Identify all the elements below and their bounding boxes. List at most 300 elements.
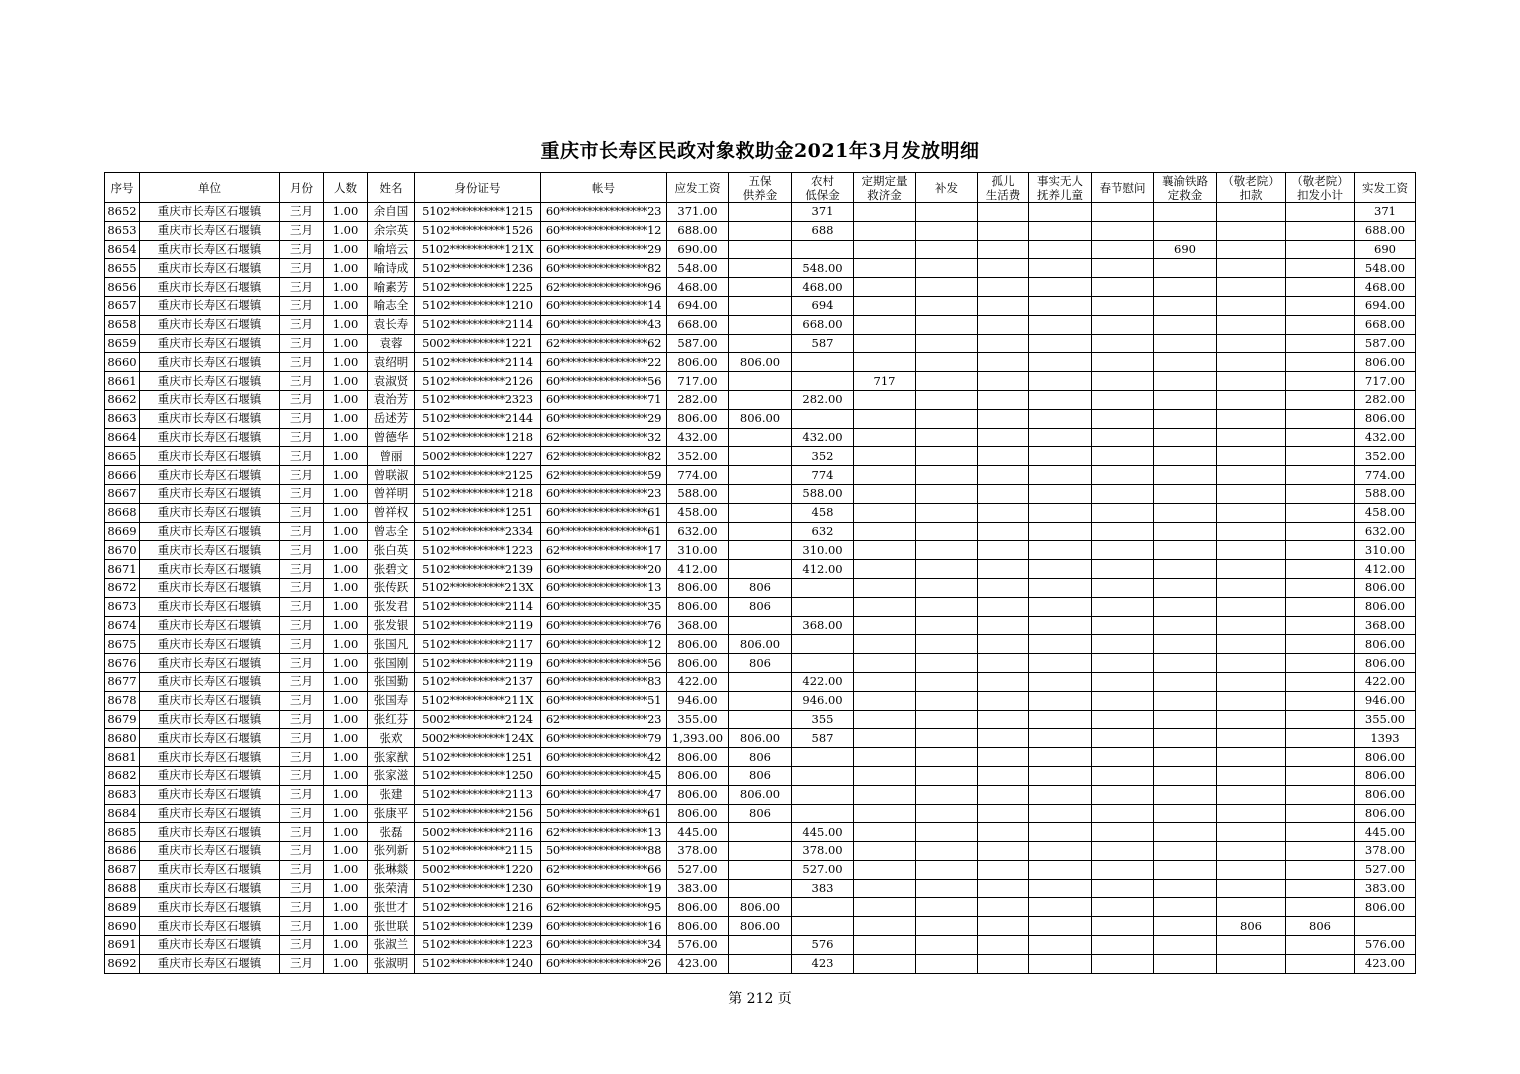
column-header: 序号 xyxy=(105,173,140,203)
table-cell xyxy=(1154,729,1217,748)
table-cell: 806.00 xyxy=(1355,804,1416,823)
table-cell xyxy=(854,390,916,409)
table-cell xyxy=(854,578,916,597)
table-cell xyxy=(978,353,1029,372)
table-cell: 62****************66 xyxy=(541,860,667,879)
table-cell xyxy=(978,898,1029,917)
column-header: 人数 xyxy=(324,173,368,203)
table-cell: 重庆市长寿区石堰镇 xyxy=(140,560,280,579)
column-header: 襄渝铁路 定救金 xyxy=(1154,173,1217,203)
table-row xyxy=(105,560,1416,579)
table-cell xyxy=(1286,898,1355,917)
table-cell: 806.00 xyxy=(729,785,792,804)
table-cell: 8686 xyxy=(105,842,140,861)
table-cell: 5002**********2124 xyxy=(415,710,541,729)
table-cell: 1.00 xyxy=(324,315,368,334)
table-cell: 60****************16 xyxy=(541,917,667,936)
table-cell xyxy=(854,672,916,691)
table-cell: 重庆市长寿区石堰镇 xyxy=(140,879,280,898)
column-header: 帐号 xyxy=(541,173,667,203)
table-cell: 1.00 xyxy=(324,917,368,936)
table-cell xyxy=(1217,221,1286,240)
table-cell xyxy=(1154,823,1217,842)
table-cell xyxy=(1217,898,1286,917)
table-cell: 重庆市长寿区石堰镇 xyxy=(140,259,280,278)
table-cell: 1.00 xyxy=(324,672,368,691)
table-cell: 5102**********1218 xyxy=(415,484,541,503)
table-cell: 1.00 xyxy=(324,691,368,710)
table-cell: 445.00 xyxy=(667,823,729,842)
table-cell: 三月 xyxy=(280,428,324,447)
table-cell xyxy=(1217,879,1286,898)
table-cell xyxy=(854,654,916,673)
table-cell: 774 xyxy=(792,466,854,485)
table-cell xyxy=(978,597,1029,616)
table-cell: 重庆市长寿区石堰镇 xyxy=(140,203,280,222)
table-cell: 重庆市长寿区石堰镇 xyxy=(140,428,280,447)
table-cell: 806.00 xyxy=(1355,654,1416,673)
table-cell: 张传跃 xyxy=(368,578,415,597)
table-cell: 8667 xyxy=(105,484,140,503)
table-cell: 5102**********1216 xyxy=(415,898,541,917)
table-cell: 468.00 xyxy=(667,278,729,297)
table-row xyxy=(105,823,1416,842)
table-cell: 806.00 xyxy=(667,785,729,804)
table-cell xyxy=(1286,447,1355,466)
table-cell xyxy=(1286,221,1355,240)
table-cell: 632.00 xyxy=(667,522,729,541)
table-cell: 946.00 xyxy=(792,691,854,710)
table-cell: 三月 xyxy=(280,654,324,673)
table-cell: 张发银 xyxy=(368,616,415,635)
table-cell: 重庆市长寿区石堰镇 xyxy=(140,898,280,917)
table-cell xyxy=(1029,203,1092,222)
table-cell: 重庆市长寿区石堰镇 xyxy=(140,748,280,767)
table-cell: 1.00 xyxy=(324,635,368,654)
table-cell: 三月 xyxy=(280,560,324,579)
table-cell xyxy=(1217,860,1286,879)
table-cell: 806.00 xyxy=(1355,785,1416,804)
table-cell xyxy=(854,842,916,861)
table-cell xyxy=(1154,503,1217,522)
table-cell: 三月 xyxy=(280,240,324,259)
table-cell xyxy=(729,710,792,729)
table-row xyxy=(105,842,1416,861)
table-cell: 383.00 xyxy=(1355,879,1416,898)
table-cell xyxy=(1029,372,1092,391)
table-cell: 重庆市长寿区石堰镇 xyxy=(140,334,280,353)
table-cell xyxy=(1029,729,1092,748)
table-cell: 曾德华 xyxy=(368,428,415,447)
table-cell xyxy=(1217,484,1286,503)
table-cell: 张荣清 xyxy=(368,879,415,898)
table-cell xyxy=(1286,278,1355,297)
table-cell: 806.00 xyxy=(729,917,792,936)
table-cell xyxy=(792,898,854,917)
table-cell xyxy=(854,597,916,616)
table-cell: 张世才 xyxy=(368,898,415,917)
table-cell xyxy=(854,353,916,372)
table-cell xyxy=(1217,954,1286,973)
table-cell xyxy=(1217,804,1286,823)
table-cell xyxy=(1154,917,1217,936)
table-row xyxy=(105,766,1416,785)
table-cell xyxy=(1029,447,1092,466)
table-cell: 806.00 xyxy=(1355,748,1416,767)
table-cell: 60****************82 xyxy=(541,259,667,278)
table-row xyxy=(105,578,1416,597)
table-cell xyxy=(1154,672,1217,691)
table-cell xyxy=(792,654,854,673)
table-cell: 三月 xyxy=(280,296,324,315)
table-cell: 5102**********2323 xyxy=(415,390,541,409)
table-cell: 806.00 xyxy=(667,635,729,654)
table-cell xyxy=(1092,409,1154,428)
table-cell: 5102**********1251 xyxy=(415,503,541,522)
table-cell xyxy=(1029,710,1092,729)
table-cell: 282.00 xyxy=(792,390,854,409)
table-cell xyxy=(792,409,854,428)
table-cell: 重庆市长寿区石堰镇 xyxy=(140,353,280,372)
table-cell xyxy=(1154,353,1217,372)
table-cell: 62****************59 xyxy=(541,466,667,485)
table-cell xyxy=(854,785,916,804)
table-cell: 余自国 xyxy=(368,203,415,222)
column-header: （敬老院） 扣款 xyxy=(1217,173,1286,203)
table-cell xyxy=(1092,240,1154,259)
table-cell: 806.00 xyxy=(667,898,729,917)
table-cell: 张康平 xyxy=(368,804,415,823)
table-cell xyxy=(1092,672,1154,691)
table-cell xyxy=(729,823,792,842)
table-cell: 三月 xyxy=(280,917,324,936)
table-cell xyxy=(1217,729,1286,748)
table-cell xyxy=(978,936,1029,955)
table-cell: 三月 xyxy=(280,503,324,522)
table-cell: 527.00 xyxy=(792,860,854,879)
table-cell: 三月 xyxy=(280,334,324,353)
table-cell: 352.00 xyxy=(1355,447,1416,466)
table-cell: 5002**********1220 xyxy=(415,860,541,879)
table-row xyxy=(105,278,1416,297)
table-cell xyxy=(1217,466,1286,485)
table-cell: 1.00 xyxy=(324,616,368,635)
column-header: 应发工资 xyxy=(667,173,729,203)
table-cell xyxy=(1154,936,1217,955)
table-cell: 5102**********2113 xyxy=(415,785,541,804)
table-cell: 重庆市长寿区石堰镇 xyxy=(140,804,280,823)
table-cell xyxy=(1029,691,1092,710)
table-cell xyxy=(854,240,916,259)
table-cell: 5102**********1251 xyxy=(415,748,541,767)
table-cell xyxy=(1092,804,1154,823)
table-cell: 806.00 xyxy=(729,635,792,654)
table-cell: 重庆市长寿区石堰镇 xyxy=(140,372,280,391)
table-cell xyxy=(1092,522,1154,541)
table-cell xyxy=(854,541,916,560)
table-cell xyxy=(978,860,1029,879)
table-cell xyxy=(1092,879,1154,898)
table-cell: 三月 xyxy=(280,353,324,372)
table-cell xyxy=(854,860,916,879)
table-cell: 8658 xyxy=(105,315,140,334)
table-cell: 548.00 xyxy=(1355,259,1416,278)
column-header: 实发工资 xyxy=(1355,173,1416,203)
table-cell: 60****************51 xyxy=(541,691,667,710)
table-row xyxy=(105,597,1416,616)
table-cell xyxy=(916,672,978,691)
table-cell: 三月 xyxy=(280,710,324,729)
table-cell: 1.00 xyxy=(324,466,368,485)
table-cell: 三月 xyxy=(280,259,324,278)
table-cell: 1.00 xyxy=(324,729,368,748)
table-cell xyxy=(916,278,978,297)
table-cell: 5102**********2125 xyxy=(415,466,541,485)
table-cell xyxy=(854,315,916,334)
table-cell xyxy=(978,804,1029,823)
table-cell xyxy=(792,597,854,616)
table-cell: 60****************71 xyxy=(541,390,667,409)
table-cell: 806.00 xyxy=(1355,635,1416,654)
table-cell: 50****************88 xyxy=(541,842,667,861)
table-cell xyxy=(729,334,792,353)
table-cell: 8681 xyxy=(105,748,140,767)
table-cell xyxy=(1029,936,1092,955)
table-cell xyxy=(854,428,916,447)
table-cell xyxy=(792,353,854,372)
table-cell xyxy=(1154,578,1217,597)
table-cell xyxy=(1217,691,1286,710)
table-cell xyxy=(1029,842,1092,861)
table-cell: 三月 xyxy=(280,597,324,616)
table-cell xyxy=(1092,597,1154,616)
table-cell: 60****************34 xyxy=(541,936,667,955)
table-cell: 8689 xyxy=(105,898,140,917)
table-cell: 412.00 xyxy=(792,560,854,579)
table-cell xyxy=(1029,334,1092,353)
table-cell xyxy=(978,691,1029,710)
table-cell: 5102**********2139 xyxy=(415,560,541,579)
table-cell xyxy=(854,259,916,278)
table-cell: 422.00 xyxy=(1355,672,1416,691)
table-cell xyxy=(1154,296,1217,315)
table-cell xyxy=(1154,259,1217,278)
table-row xyxy=(105,203,1416,222)
table-cell: 1.00 xyxy=(324,954,368,973)
table-cell xyxy=(916,296,978,315)
table-body xyxy=(105,203,1416,974)
table-cell: 8666 xyxy=(105,466,140,485)
table-cell xyxy=(978,203,1029,222)
table-cell: 60****************23 xyxy=(541,203,667,222)
table-cell: 5102**********2144 xyxy=(415,409,541,428)
table-cell xyxy=(729,447,792,466)
table-cell: 张家猷 xyxy=(368,748,415,767)
table-cell: 8670 xyxy=(105,541,140,560)
table-cell xyxy=(1029,484,1092,503)
table-cell xyxy=(854,954,916,973)
table-cell: 60****************56 xyxy=(541,372,667,391)
table-cell xyxy=(916,766,978,785)
table-cell xyxy=(978,409,1029,428)
table-cell xyxy=(916,691,978,710)
table-cell xyxy=(916,860,978,879)
table-cell: 60****************12 xyxy=(541,635,667,654)
table-cell: 重庆市长寿区石堰镇 xyxy=(140,954,280,973)
table-cell: 588.00 xyxy=(792,484,854,503)
table-cell: 60****************47 xyxy=(541,785,667,804)
table-cell: 5102**********1223 xyxy=(415,541,541,560)
table-cell xyxy=(1029,221,1092,240)
table-cell xyxy=(1092,860,1154,879)
table-cell: 三月 xyxy=(280,390,324,409)
table-cell: 62****************23 xyxy=(541,710,667,729)
table-cell: 378.00 xyxy=(1355,842,1416,861)
table-cell: 张世联 xyxy=(368,917,415,936)
table-cell xyxy=(1217,748,1286,767)
table-cell: 重庆市长寿区石堰镇 xyxy=(140,654,280,673)
table-cell xyxy=(1029,353,1092,372)
table-cell: 1.00 xyxy=(324,390,368,409)
table-cell xyxy=(1154,522,1217,541)
table-cell xyxy=(1154,710,1217,729)
table-cell: 张琳燚 xyxy=(368,860,415,879)
table-cell xyxy=(854,447,916,466)
table-cell xyxy=(854,484,916,503)
table-cell xyxy=(916,334,978,353)
table-cell: 62****************32 xyxy=(541,428,667,447)
table-cell xyxy=(1286,578,1355,597)
table-cell: 5102**********2114 xyxy=(415,597,541,616)
table-cell: 8677 xyxy=(105,672,140,691)
table-cell xyxy=(792,372,854,391)
table-row xyxy=(105,372,1416,391)
table-cell xyxy=(978,240,1029,259)
table-cell: 806.00 xyxy=(667,654,729,673)
table-cell: 曾丽 xyxy=(368,447,415,466)
table-cell: 282.00 xyxy=(1355,390,1416,409)
table-cell: 774.00 xyxy=(1355,466,1416,485)
table-cell xyxy=(978,447,1029,466)
table-cell: 5102**********1250 xyxy=(415,766,541,785)
table-cell: 50****************61 xyxy=(541,804,667,823)
table-cell: 8673 xyxy=(105,597,140,616)
table-cell xyxy=(1154,466,1217,485)
table-cell xyxy=(916,390,978,409)
table-cell xyxy=(1217,503,1286,522)
table-row xyxy=(105,484,1416,503)
table-cell: 62****************13 xyxy=(541,823,667,842)
table-cell xyxy=(729,240,792,259)
table-cell: 806.00 xyxy=(667,766,729,785)
table-cell: 8682 xyxy=(105,766,140,785)
table-cell xyxy=(1029,578,1092,597)
table-cell: 60****************61 xyxy=(541,522,667,541)
table-cell xyxy=(1154,203,1217,222)
table-cell: 重庆市长寿区石堰镇 xyxy=(140,766,280,785)
table-cell xyxy=(729,560,792,579)
table-cell xyxy=(916,804,978,823)
table-cell xyxy=(1029,296,1092,315)
table-cell: 1.00 xyxy=(324,334,368,353)
table-cell xyxy=(1154,616,1217,635)
table-cell xyxy=(1286,785,1355,804)
table-cell xyxy=(1217,278,1286,297)
table-row xyxy=(105,466,1416,485)
table-cell: 8675 xyxy=(105,635,140,654)
table-cell xyxy=(916,409,978,428)
table-cell: 352.00 xyxy=(667,447,729,466)
table-cell xyxy=(1092,710,1154,729)
table-cell: 946.00 xyxy=(1355,691,1416,710)
table-cell: 重庆市长寿区石堰镇 xyxy=(140,842,280,861)
table-cell xyxy=(1154,372,1217,391)
table-cell: 8656 xyxy=(105,278,140,297)
table-cell: 60****************76 xyxy=(541,616,667,635)
table-cell xyxy=(792,240,854,259)
table-cell: 袁蓉 xyxy=(368,334,415,353)
table-cell xyxy=(916,428,978,447)
table-cell: 806 xyxy=(729,654,792,673)
table-cell: 1.00 xyxy=(324,898,368,917)
table-cell xyxy=(1092,259,1154,278)
table-cell: 806 xyxy=(1286,917,1355,936)
table-cell: 5102**********1240 xyxy=(415,954,541,973)
table-cell xyxy=(978,541,1029,560)
table-cell: 806.00 xyxy=(667,804,729,823)
table-cell: 422.00 xyxy=(667,672,729,691)
column-header: 事实无人 抚养儿童 xyxy=(1029,173,1092,203)
table-cell: 688.00 xyxy=(1355,221,1416,240)
table-cell: 重庆市长寿区石堰镇 xyxy=(140,710,280,729)
table-cell: 527.00 xyxy=(1355,860,1416,879)
table-cell: 8685 xyxy=(105,823,140,842)
table-cell: 重庆市长寿区石堰镇 xyxy=(140,616,280,635)
table-cell: 8655 xyxy=(105,259,140,278)
table-cell xyxy=(978,428,1029,447)
table-cell xyxy=(978,560,1029,579)
table-cell: 1.00 xyxy=(324,484,368,503)
table-cell xyxy=(854,616,916,635)
table-cell xyxy=(978,390,1029,409)
table-cell: 重庆市长寿区石堰镇 xyxy=(140,466,280,485)
table-cell: 喻培云 xyxy=(368,240,415,259)
table-cell: 重庆市长寿区石堰镇 xyxy=(140,278,280,297)
table-cell xyxy=(1092,578,1154,597)
table-cell xyxy=(1217,597,1286,616)
table-row xyxy=(105,522,1416,541)
table-cell xyxy=(1217,259,1286,278)
table-cell: 1.00 xyxy=(324,879,368,898)
table-cell: 60****************29 xyxy=(541,240,667,259)
table-cell: 62****************82 xyxy=(541,447,667,466)
table-cell: 三月 xyxy=(280,635,324,654)
table-cell: 1393 xyxy=(1355,729,1416,748)
table-cell xyxy=(978,785,1029,804)
table-cell xyxy=(916,823,978,842)
table-cell: 1.00 xyxy=(324,766,368,785)
table-row xyxy=(105,710,1416,729)
table-cell xyxy=(916,503,978,522)
table-cell: 468.00 xyxy=(1355,278,1416,297)
table-cell: 8691 xyxy=(105,936,140,955)
table-cell xyxy=(916,917,978,936)
table-cell: 60****************35 xyxy=(541,597,667,616)
table-cell xyxy=(978,221,1029,240)
table-cell xyxy=(978,672,1029,691)
table-cell xyxy=(729,616,792,635)
table-cell xyxy=(916,785,978,804)
